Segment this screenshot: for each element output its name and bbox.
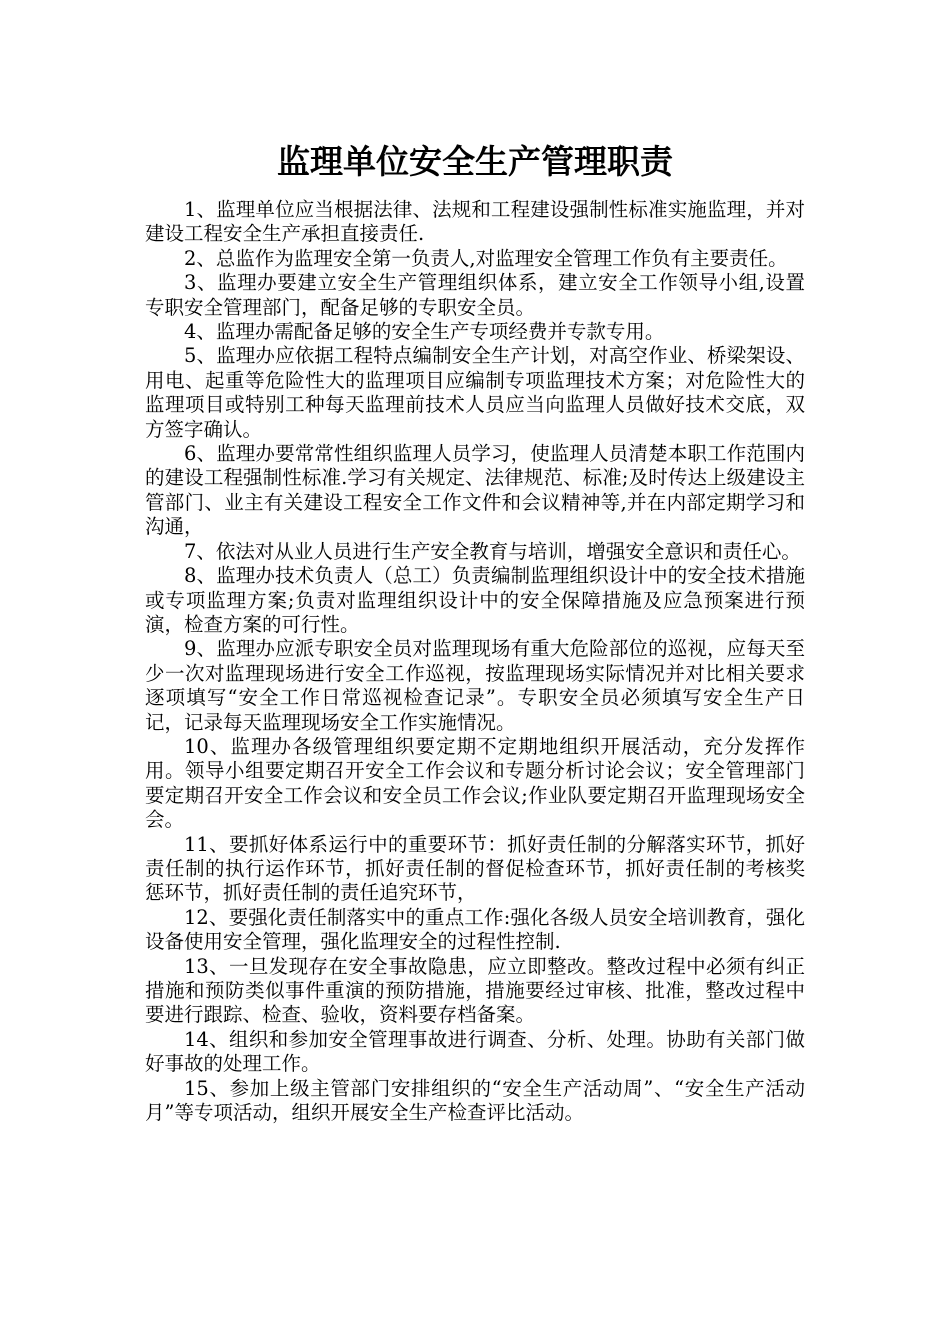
paragraph-3: 3、监理办要建立安全生产管理组织体系，建立安全工作领导小组,设置专职安全管理部门，配备足够的专职安全员。 [145,271,805,319]
paragraph-1: 1、监理单位应当根据法律、法规和工程建设强制性标准实施监理，并对建设工程安全生产承担直接责任. [145,198,805,246]
paragraph-10: 10、监理办各级管理组织要定期不定期地组织开展活动，充分发挥作用。领导小组要定期召开安全工作会议和专题分析讨论会议；安全管理部门要定期召开安全工作会议和安全员工作会议;作业队要定期召开监理现场安全会。 [145,734,805,832]
paragraph-6: 6、监理办要常常性组织监理人员学习，使监理人员清楚本职工作范围内的建设工程强制性标准.学习有关规定、法律规范、标准;及时传达上级建设主管部门、业主有关建设工程安全工作文件和会议精神等,并在内部定期学习和沟通， [145,442,805,539]
paragraph-4: 4、监理办需配备足够的安全生产专项经费并专款专用。 [184,320,665,344]
document-body [145,198,805,1125]
paragraph-11: 11、要抓好体系运行中的重要环节：抓好责任制的分解落实环节，抓好责任制的执行运作环节，抓好责任制的督促检查环节，抓好责任制的考核奖惩环节，抓好责任制的责任追究环节， [145,832,805,905]
paragraph-9: 9、监理办应派专职安全员对监理现场有重大危险部位的巡视，应每天至少一次对监理现场进行安全工作巡视，按监理现场实际情况并对比相关要求逐项填写“安全工作日常巡视检查记录”。专职安全员必须填写安全生产日记，记录每天监理现场安全工作实施情况。 [145,637,805,734]
paragraph-14: 14、组织和参加安全管理事故进行调查、分析、处理。协助有关部门做好事故的处理工作。 [145,1027,805,1076]
paragraph-15: 15、参加上级主管部门安排组织的“安全生产活动周”、“安全生产活动月”等专项活动，组织开展安全生产检查评比活动。 [145,1076,805,1125]
paragraph-5: 5、监理办应依据工程特点编制安全生产计划，对高空作业、桥梁架设、用电、起重等危险性大的监理项目应编制专项监理技术方案；对危险性大的监理项目或特别工种每天监理前技术人员应当向监理人员做好技术交底，双方签字确认。 [145,344,805,441]
page-title: 监理单位安全生产管理职责 [277,142,673,181]
paragraph-12: 12、要强化责任制落实中的重点工作:强化各级人员安全培训教育，强化设备使用安全管理，强化监理安全的过程性控制. [145,905,805,954]
paragraph-8: 8、监理办技术负责人（总工）负责编制监理组织设计中的安全技术措施或专项监理方案;负责对监理组织设计中的安全保障措施及应急预案进行预演，检查方案的可行性。 [145,564,805,636]
paragraph-13: 13、一旦发现存在安全事故隐患，应立即整改。整改过程中必须有纠正措施和预防类似事件重演的预防措施，措施要经过审核、批准，整改过程中要进行跟踪、检查、验收，资料要存档备案。 [145,954,805,1027]
paragraph-7: 7、依法对从业人员进行生产安全教育与培训，增强安全意识和责任心。 [184,539,801,563]
paragraph-2: 2、总监作为监理安全第一负责人,对监理安全管理工作负有主要责任。 [184,246,788,270]
